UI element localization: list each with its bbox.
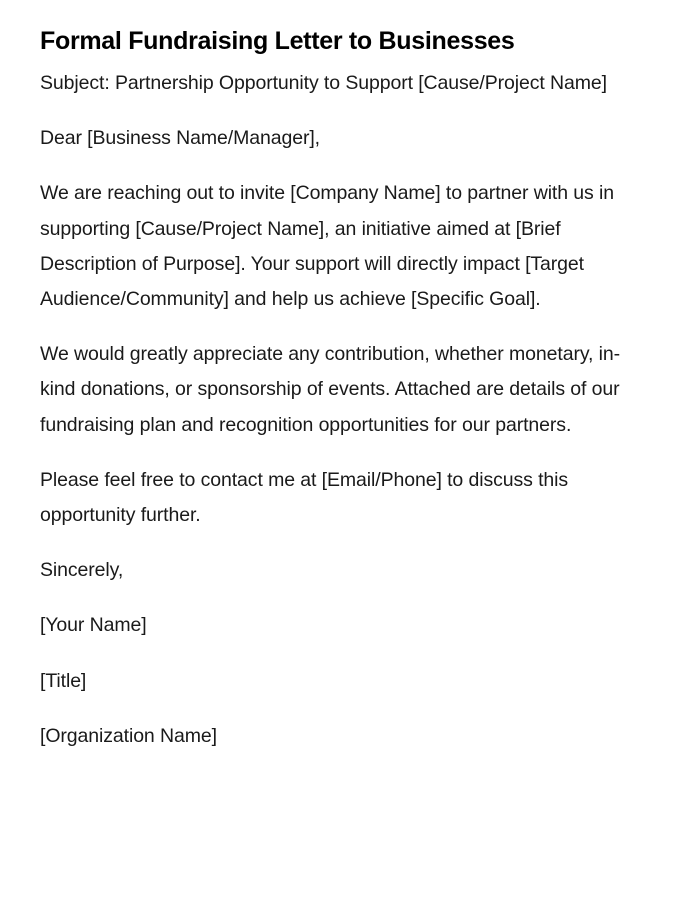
salutation: Dear [Business Name/Manager], bbox=[40, 127, 320, 150]
closing: Sincerely, bbox=[40, 559, 124, 582]
body-paragraph-contact: Please feel free to contact me at [Email/Phone] to discuss this opportunity further. bbox=[40, 468, 569, 527]
subject-line: Subject: Partnership Opportunity to Support [Cause/Project Name] bbox=[40, 72, 607, 94]
body-paragraph-contribution: We would greatly appreciate any contribution, whether monetary, in-kind donations, or sponsorship of events. Attached are details of our fundraising plan and recognition opportunities for our partners. bbox=[40, 343, 621, 436]
signature-title: [Title] bbox=[40, 669, 87, 692]
body-paragraph-intro: We are reaching out to invite [Company Name] to partner with us in supporting [Cause/Project Name], an initiative aimed at [Brief Description of Purpose]. Your support will directly impact [Target Audience/Community] and help us achieve [Specific Goal]. bbox=[40, 182, 614, 311]
signature-organization: [Organization Name] bbox=[40, 724, 217, 747]
signature-name: [Your Name] bbox=[40, 614, 147, 637]
document-title: Formal Fundraising Letter to Businesses bbox=[40, 27, 515, 55]
